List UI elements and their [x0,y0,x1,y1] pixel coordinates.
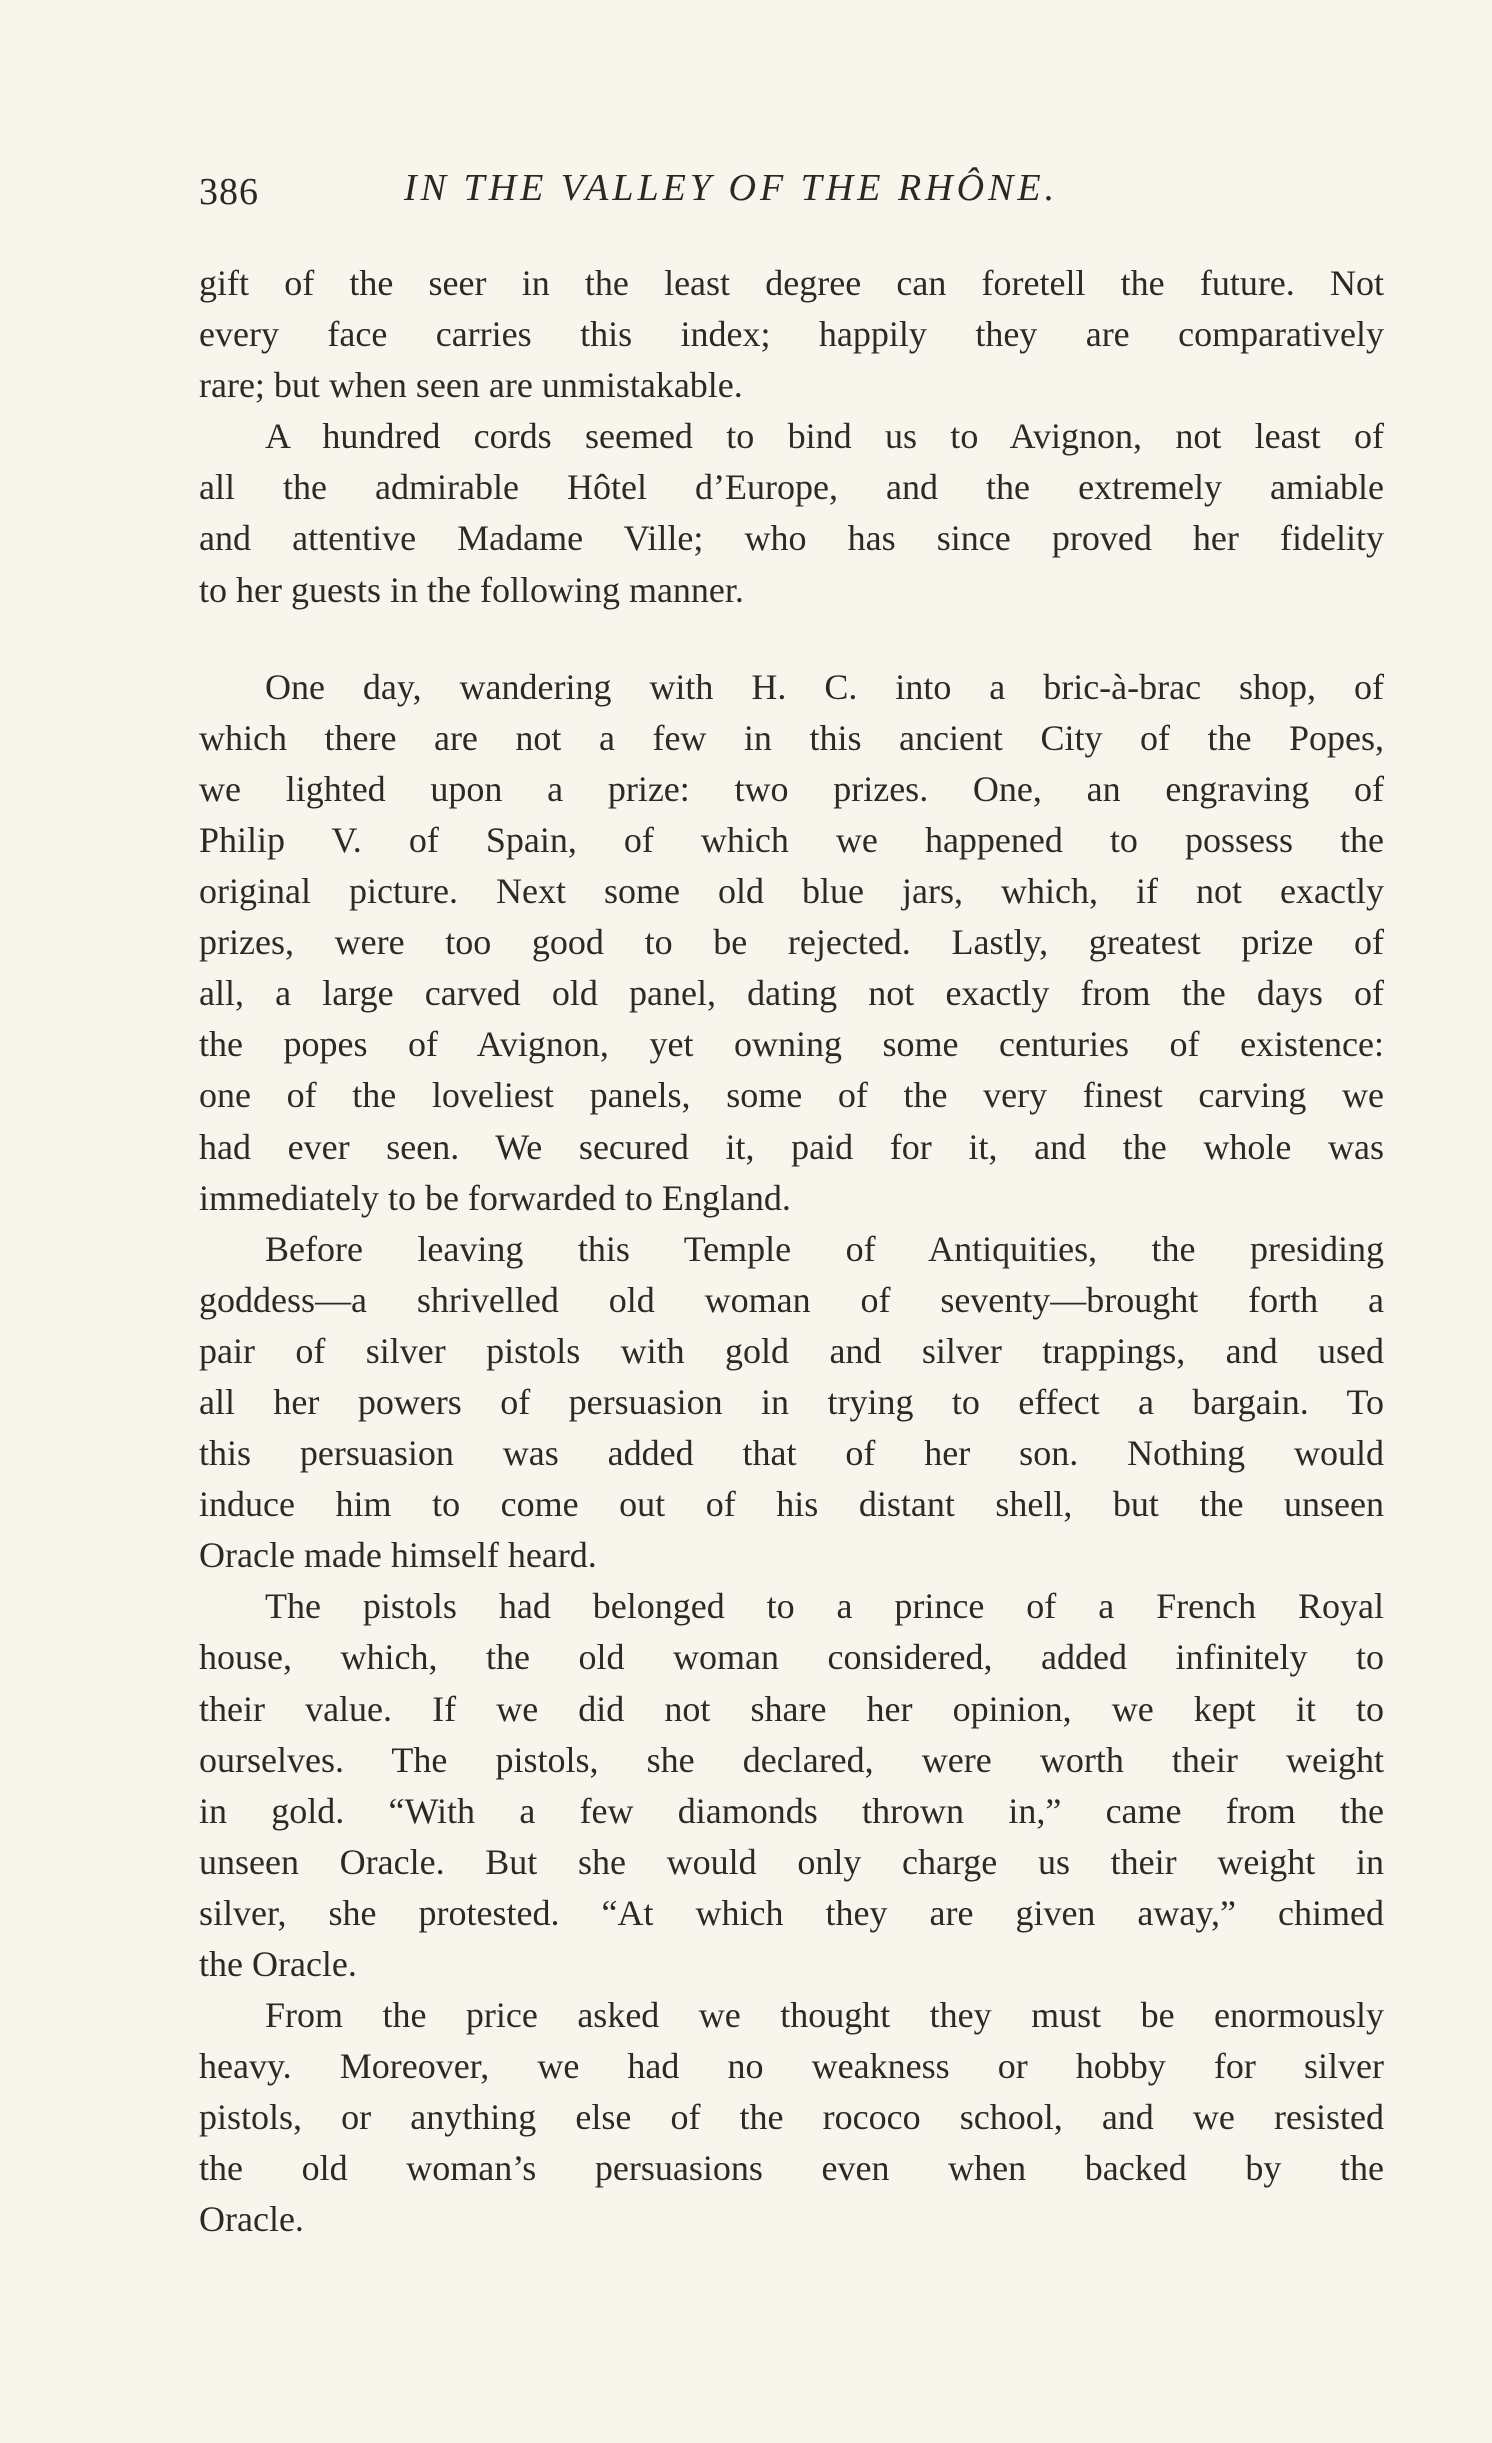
text-line: and attentive Madame Ville; who has since proved her fidelity [199,518,1384,559]
text-line: the popes of Avignon, yet owning some centuries of existence: [199,1024,1384,1065]
running-title: IN THE VALLEY OF THE RHÔNE. [404,167,1059,209]
text-line: pair of silver pistols with gold and silver trappings, and used [199,1330,1384,1371]
text-line [199,411,1384,462]
text-line: had ever seen. We secured it, paid for it, and the whole was [199,1126,1384,1167]
text-line: immediately to be forwarded to England. [199,1177,791,1218]
text-line: gift of the seer in the least degree can foretell the future. Not [199,263,1384,303]
text-line: all her powers of persuasion in trying to effect a bargain. To [199,1381,1384,1422]
text-line: original picture. Next some old blue jars, which, if not exactly [199,871,1384,912]
text-line: Oracle made himself heard. [199,1535,597,1576]
paragraph [199,1581,1384,1990]
text-line-content: A hundred cords seemed to bind us to Avignon, not least of [265,416,1384,457]
text-line [199,1581,1384,1632]
page-header [199,166,1379,226]
text-line: we lighted upon a prize: two prizes. One, an engraving of [199,768,1384,809]
text-line-content: Before leaving this Temple of Antiquities, the presiding [265,1228,1384,1269]
text-line: all the admirable Hôtel d’Europe, and the extremely amiable [199,467,1384,508]
text-line: house, which, the old woman considered, added infinitely to [199,1637,1384,1678]
text-line: heavy. Moreover, we had no weakness or hobby for silver [199,2046,1384,2087]
paragraph [199,662,1384,1224]
text-line: Philip V. of Spain, of which we happened to possess the [199,819,1384,860]
page-number: 386 [199,171,259,213]
text-line: their value. If we did not share her opinion, we kept it to [199,1688,1384,1729]
text-line: rare; but when seen are unmistakable. [199,365,743,406]
text-line: induce him to come out of his distant shell, but the unseen [199,1484,1384,1525]
text-line: Oracle. [199,2199,304,2240]
text-line-content: From the price asked we thought they must be enormously [265,1995,1384,2036]
text-line: ourselves. The pistols, she declared, were worth their weight [199,1739,1384,1780]
text-line: goddess—a shrivelled old woman of seventy—brought forth a [199,1279,1384,1320]
text-line: to her guests in the following manner. [199,569,744,610]
text-line-content: The pistols had belonged to a prince of a French Royal [265,1586,1384,1627]
text-line-content: One day, wandering with H. C. into a bric-à-brac shop, of [265,666,1384,707]
text-line [199,662,1384,713]
text-line: in gold. “With a few diamonds thrown in,” came from the [199,1790,1384,1831]
section-gap [199,616,1384,662]
text-line: silver, she protested. “At which they are given away,” chimed [199,1892,1384,1933]
text-line [199,1224,1384,1275]
text-line: every face carries this index; happily they are comparatively [199,314,1384,355]
paragraph [199,1990,1384,2245]
text-line: one of the loveliest panels, some of the very finest carving we [199,1075,1384,1116]
text-line: this persuasion was added that of her son. Nothing would [199,1433,1384,1474]
text-line: which there are not a few in this ancient City of the Popes, [199,717,1384,758]
paragraph [199,258,1384,411]
text-line: the Oracle. [199,1944,357,1984]
body-text [199,258,1384,2246]
text-line: all, a large carved old panel, dating not exactly from the days of [199,973,1384,1014]
text-line [199,1990,1384,2041]
text-line: pistols, or anything else of the rococo school, and we resisted [199,2097,1384,2138]
text-line: unseen Oracle. But she would only charge us their weight in [199,1841,1384,1882]
paragraph [199,411,1384,615]
paragraph [199,1224,1384,1582]
text-line: the old woman’s persuasions even when backed by the [199,2148,1384,2189]
text-line: prizes, were too good to be rejected. Lastly, greatest prize of [199,922,1384,963]
